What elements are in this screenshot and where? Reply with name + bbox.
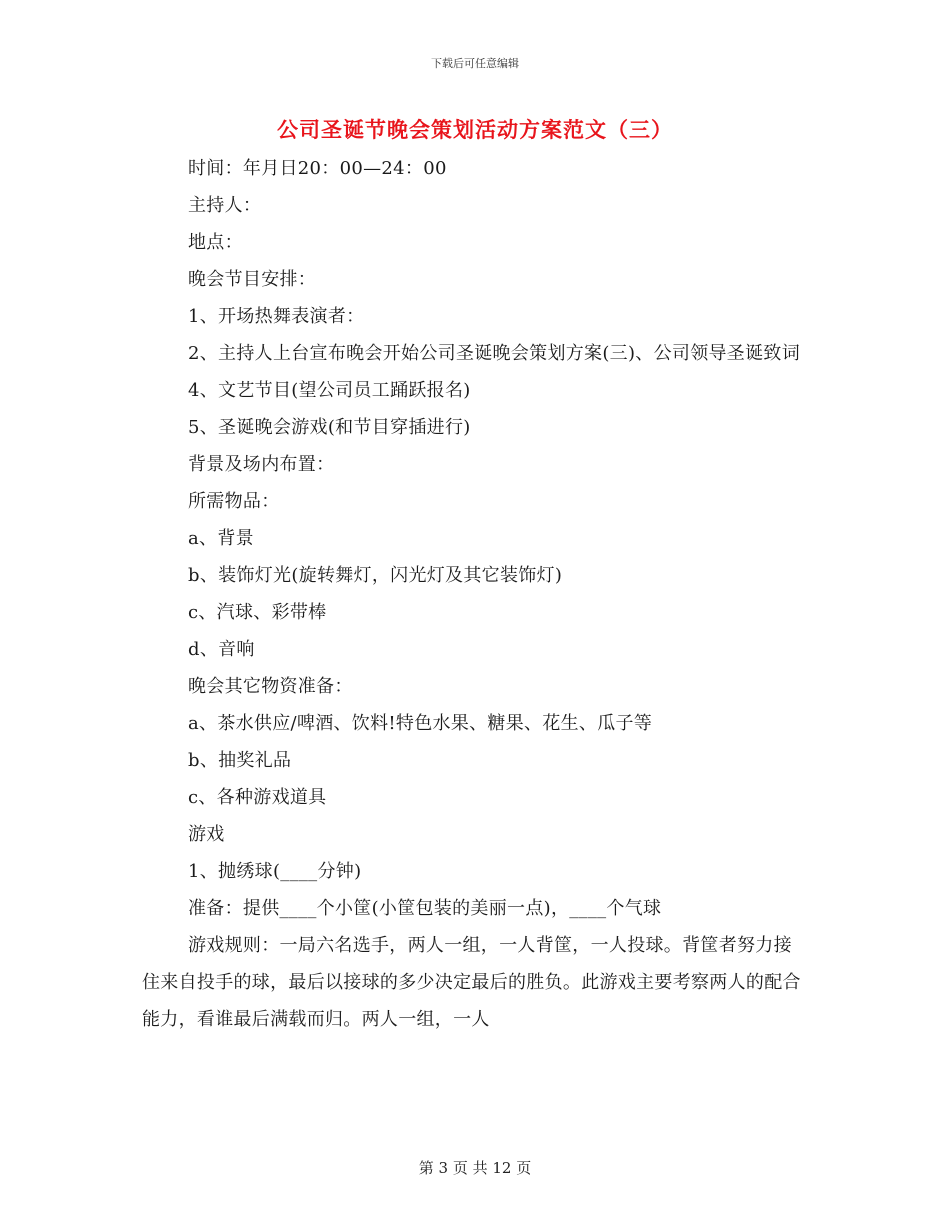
paragraph-program-item: 2、主持人上台宣布晚会开始公司圣诞晚会策划方案(三)、公司领导圣诞致词 — [188, 343, 800, 364]
paragraph-host: 主持人： — [188, 195, 262, 216]
paragraph-background-heading: 背景及场内布置： — [188, 454, 335, 475]
paragraph-item: b、抽奖礼品 — [188, 750, 292, 771]
paragraph-program-item: 4、文艺节目(望公司员工踊跃报名) — [188, 380, 471, 401]
document-body — [142, 150, 808, 1038]
paragraph-item: b、装饰灯光(旋转舞灯，闪光灯及其它装饰灯) — [188, 565, 563, 586]
paragraph-game-item: 1、抛绣球(____分钟) — [188, 861, 362, 882]
paragraph-game-preparation: 准备：提供____个小筐(小筐包装的美丽一点)，____个气球 — [188, 898, 662, 919]
paragraph-item: a、背景 — [188, 528, 254, 549]
paragraph-item: a、茶水供应/啤酒、饮料!特色水果、糖果、花生、瓜子等 — [188, 713, 653, 734]
paragraph-games-heading: 游戏 — [188, 824, 225, 845]
paragraph-item: d、音响 — [188, 639, 255, 660]
header-note: 下载后可任意编辑 — [431, 57, 519, 70]
paragraph-program-heading: 晚会节目安排： — [188, 269, 317, 290]
paragraph-program-item: 1、开场热舞表演者： — [188, 306, 365, 327]
paragraph-items-heading: 所需物品： — [188, 491, 280, 512]
paragraph-program-item: 5、圣诞晚会游戏(和节目穿插进行) — [188, 417, 471, 438]
document-title: 公司圣诞节晚会策划活动方案范文（三） — [277, 117, 673, 142]
paragraph-supplies-heading: 晚会其它物资准备： — [188, 676, 353, 697]
paragraph-item: c、汽球、彩带棒 — [188, 602, 327, 623]
paragraph-game-rules: 游戏规则：一局六名选手，两人一组，一人背筐，一人投球。背筐者努力接住来自投手的球，最后以接球的多少决定最后的胜负。此游戏主要考察两人的配合能力，看谁最后满载而归。两人一组，一人 — [142, 935, 801, 1030]
paragraph-location: 地点： — [188, 232, 243, 253]
page-number: 第 3 页 共 12 页 — [418, 1159, 532, 1177]
paragraph-item: c、各种游戏道具 — [188, 787, 327, 808]
paragraph-time: 时间：年月日20：00—24：00 — [188, 158, 447, 179]
